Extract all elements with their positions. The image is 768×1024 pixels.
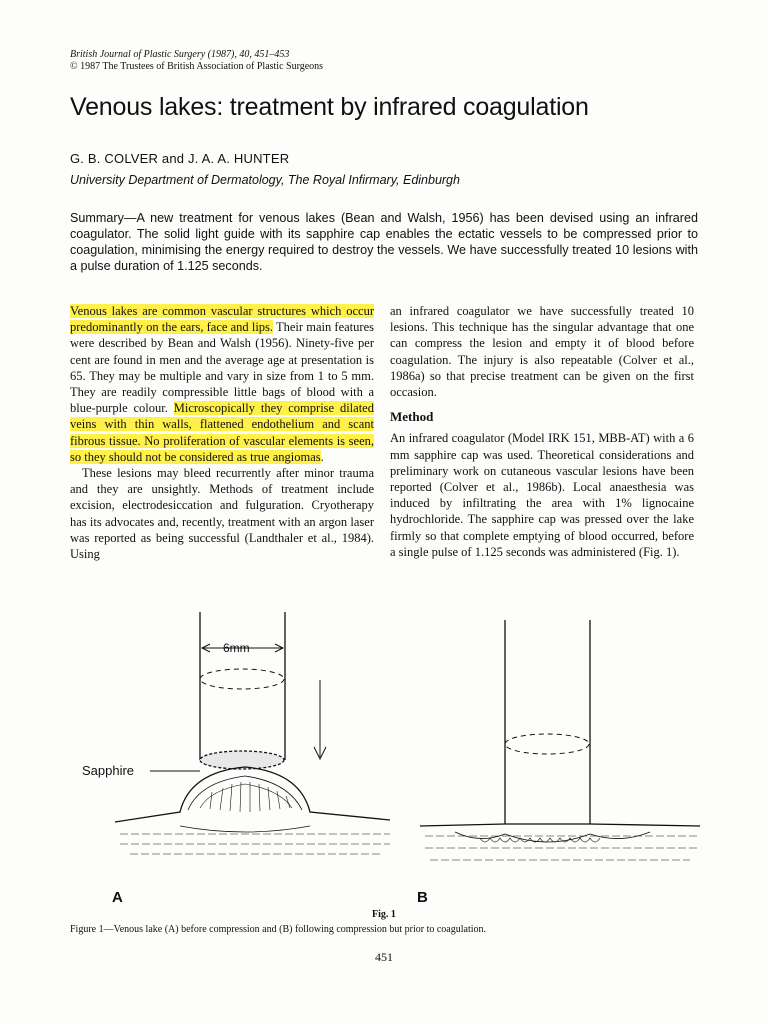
- technique-paragraph: an infrared coagulator we have successfully treated 10 lesions. This technique has the singular advantage that one can compress the lesion and empty it of blood before coagulation. The injury is also repeatable (Colver et al., 1986a) so that precise treatment can be given on the first occasion.: [390, 304, 694, 400]
- skin-surface-a: [115, 767, 390, 822]
- panel-b-label: B: [417, 889, 428, 906]
- affiliation: University Department of Dermatology, The Royal Infirmary, Edinburgh: [70, 173, 460, 187]
- journal-line-1: British Journal of Plastic Surgery (1987), 40, 451–453: [70, 49, 290, 60]
- probe-b-section-dashed: [505, 734, 589, 754]
- dimension-label: 6mm: [223, 641, 250, 655]
- article-title: Venous lakes: treatment by infrared coagulation: [70, 93, 589, 121]
- summary: Summary—A new treatment for venous lakes (Bean and Walsh, 1956) has been devised using an infrared coagulator. The solid light guide with its sapphire cap enables the ectatic vessels to be compressed prior to coagulation, minimising the energy required to destroy the vessels. We have successfully treated 10 lesions with a pulse duration of 1.125 seconds.: [70, 211, 698, 273]
- method-paragraph: An infrared coagulator (Model IRK 151, MBB-AT) with a 6 mm sapphire cap was used. Theoretical considerations and preliminary work on cutaneous vascular lesions have been reported (Colver et al., 1986b). Local anaesthesia was induced by infiltrating the area with 1% lignocaine hydrochloride. The sapphire cap was pressed over the lake firmly so that complete emptying of blood occurred, before a single pulse of 1.125 seconds was administered (Fig. 1).: [390, 431, 694, 559]
- intro-end: .: [320, 449, 324, 464]
- skin-surface-b: [420, 824, 700, 826]
- figure-number: Fig. 1: [372, 909, 396, 920]
- intro-paragraph: [70, 303, 374, 465]
- intro-text: Their main features were described by Bean and Walsh (1956). Ninety-five per cent are found in men and the average age at presentation is 65. They may be multiple and vary in size from 1 to 5 mm. They are readily compressible little bags of blood with a blue-purple colour.: [70, 320, 374, 416]
- page-number: 451: [375, 950, 393, 964]
- left-column: [70, 303, 374, 562]
- sapphire-cap: [200, 751, 284, 769]
- sapphire-label: Sapphire: [82, 763, 135, 778]
- highlight-2: Microscopically they comprise dilated veins with thin walls, flattened endothelium and scant fibrous tissue. No proliferation of vascular elements is seen, so they should not be considered as true angiomas: [70, 401, 374, 464]
- method-heading: Method: [390, 409, 434, 425]
- treatment-paragraph: These lesions may bleed recurrently after minor trauma and they are unsightly. Methods of treatment include excision, electrodesiccation and fulguration. Cryotherapy has its advocates and, recently, treatment with an argon laser was reported as being successful (Landthaler et al., 1984). Using: [70, 466, 374, 562]
- authors: G. B. COLVER and J. A. A. HUNTER: [70, 151, 290, 166]
- panel-b-illustration: [420, 620, 700, 860]
- probe-section-dashed: [200, 669, 284, 689]
- panel-a-label: A: [112, 889, 123, 906]
- journal-citation: [70, 49, 323, 73]
- right-column: [390, 303, 694, 560]
- highlight-1: Venous lakes are common vascular structures which occur predominantly on the ears, face and lips.: [70, 304, 374, 335]
- panel-a-illustration: [115, 612, 390, 854]
- figure-caption: Figure 1—Venous lake (A) before compression and (B) following compression but prior to coagulation.: [70, 924, 487, 935]
- journal-line-2: © 1987 The Trustees of British Association of Plastic Surgeons: [70, 61, 324, 72]
- figure-1: [60, 612, 720, 912]
